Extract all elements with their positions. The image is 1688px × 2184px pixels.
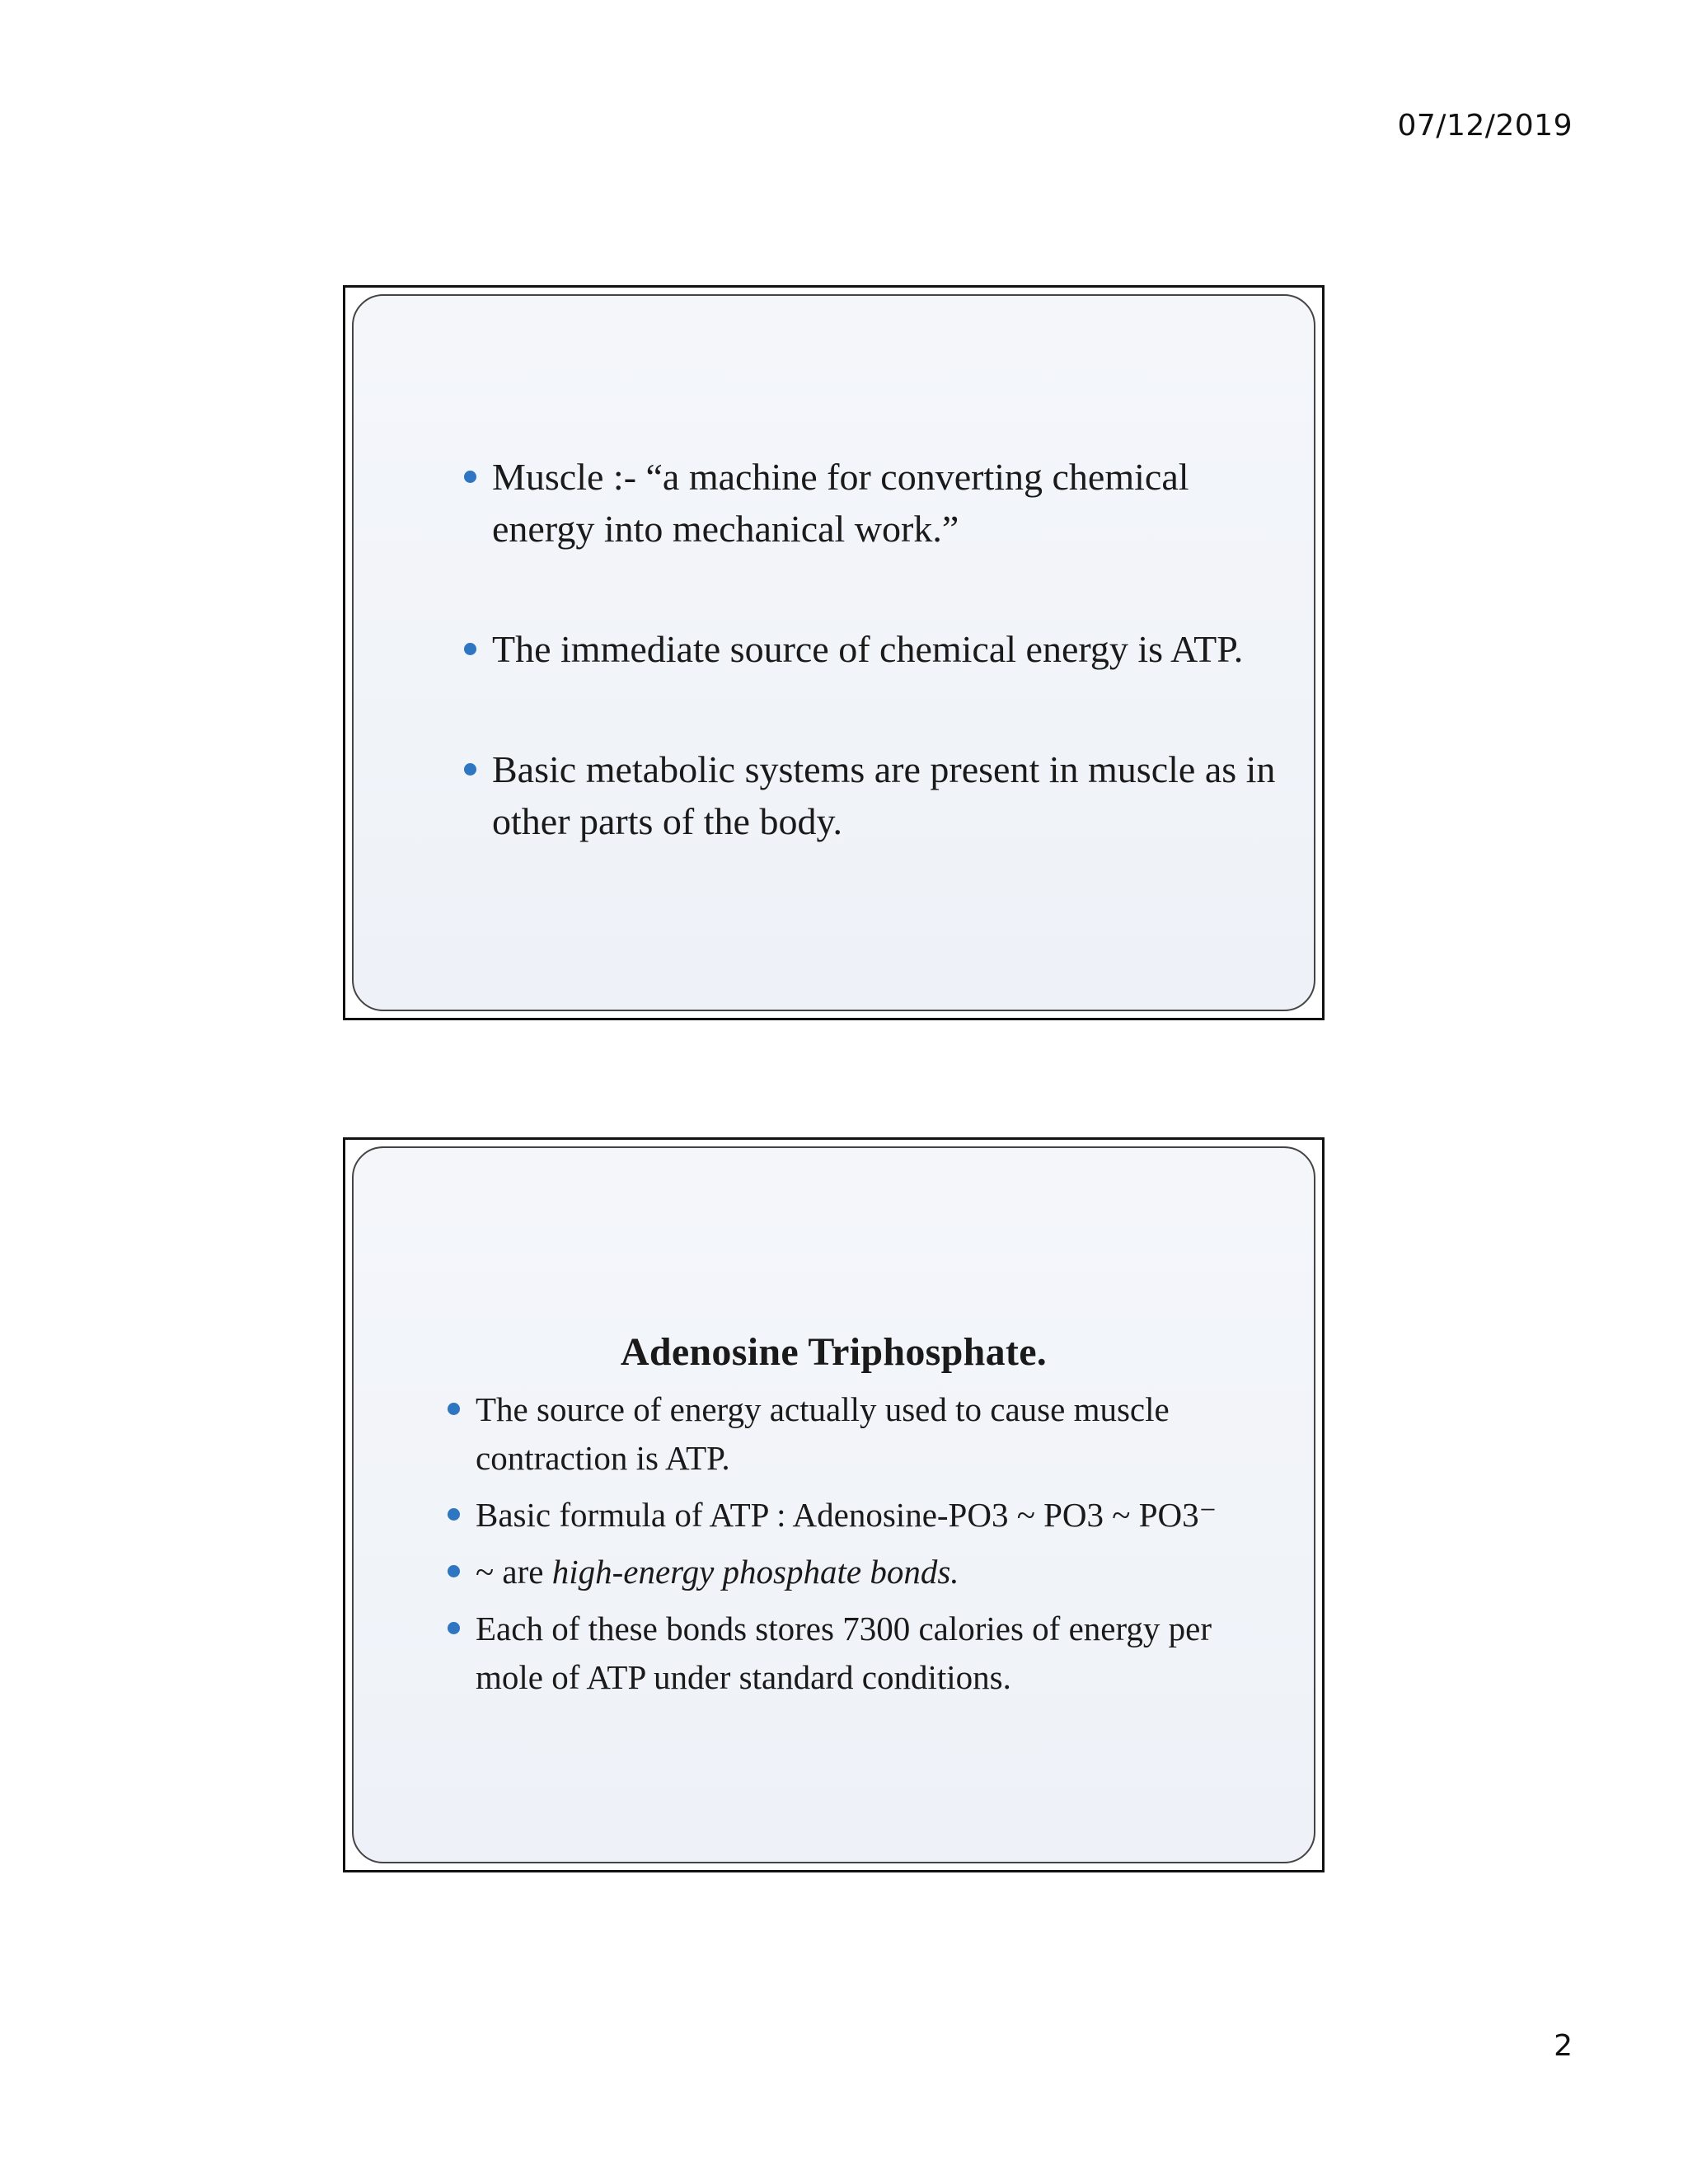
page-number: 2 (1554, 2029, 1573, 2063)
list-item (448, 1385, 1239, 1483)
list-item (448, 1491, 1239, 1540)
slide-1-content (352, 294, 1315, 1011)
list-item (464, 743, 1288, 847)
slide-1-bullet-list (464, 451, 1288, 847)
slide-title: Adenosine Triphosphate. (620, 1330, 1048, 1374)
list-item (448, 1548, 1239, 1596)
list-item (464, 451, 1288, 555)
bullet-text: Muscle :- “a machine for converting chemical energy into mechanical work.” (492, 456, 1189, 550)
slide-2-bullet-list (448, 1385, 1239, 1710)
bullet-icon (448, 1622, 460, 1634)
bullet-icon (448, 1403, 460, 1415)
bullet-text: The source of energy actually used to cause muscle contraction is ATP. (476, 1390, 1170, 1477)
list-item (448, 1605, 1239, 1702)
bullet-icon (464, 763, 476, 776)
bullet-text-prefix: ~ are (476, 1553, 552, 1591)
bullet-text: The immediate source of chemical energy is ATP. (492, 628, 1244, 670)
slide-2-frame (343, 1137, 1325, 1872)
bullet-text: Each of these bonds stores 7300 calories of energy per mole of ATP under standard conditions. (476, 1610, 1212, 1696)
bullet-text: Basic formula of ATP : Adenosine-PO3 ~ PO3 ~ PO3⁻ (476, 1496, 1217, 1534)
page-date: 07/12/2019 (1397, 109, 1573, 143)
bullet-text-italic: high-energy phosphate bonds. (551, 1553, 959, 1591)
slide-1-frame (343, 285, 1325, 1020)
slide-2-content (352, 1146, 1315, 1863)
bullet-icon (464, 471, 476, 483)
bullet-icon (448, 1565, 460, 1577)
bullet-icon (448, 1508, 460, 1521)
bullet-icon (464, 643, 476, 655)
list-item (464, 623, 1288, 675)
bullet-text: Basic metabolic systems are present in muscle as in other parts of the body. (492, 748, 1276, 842)
